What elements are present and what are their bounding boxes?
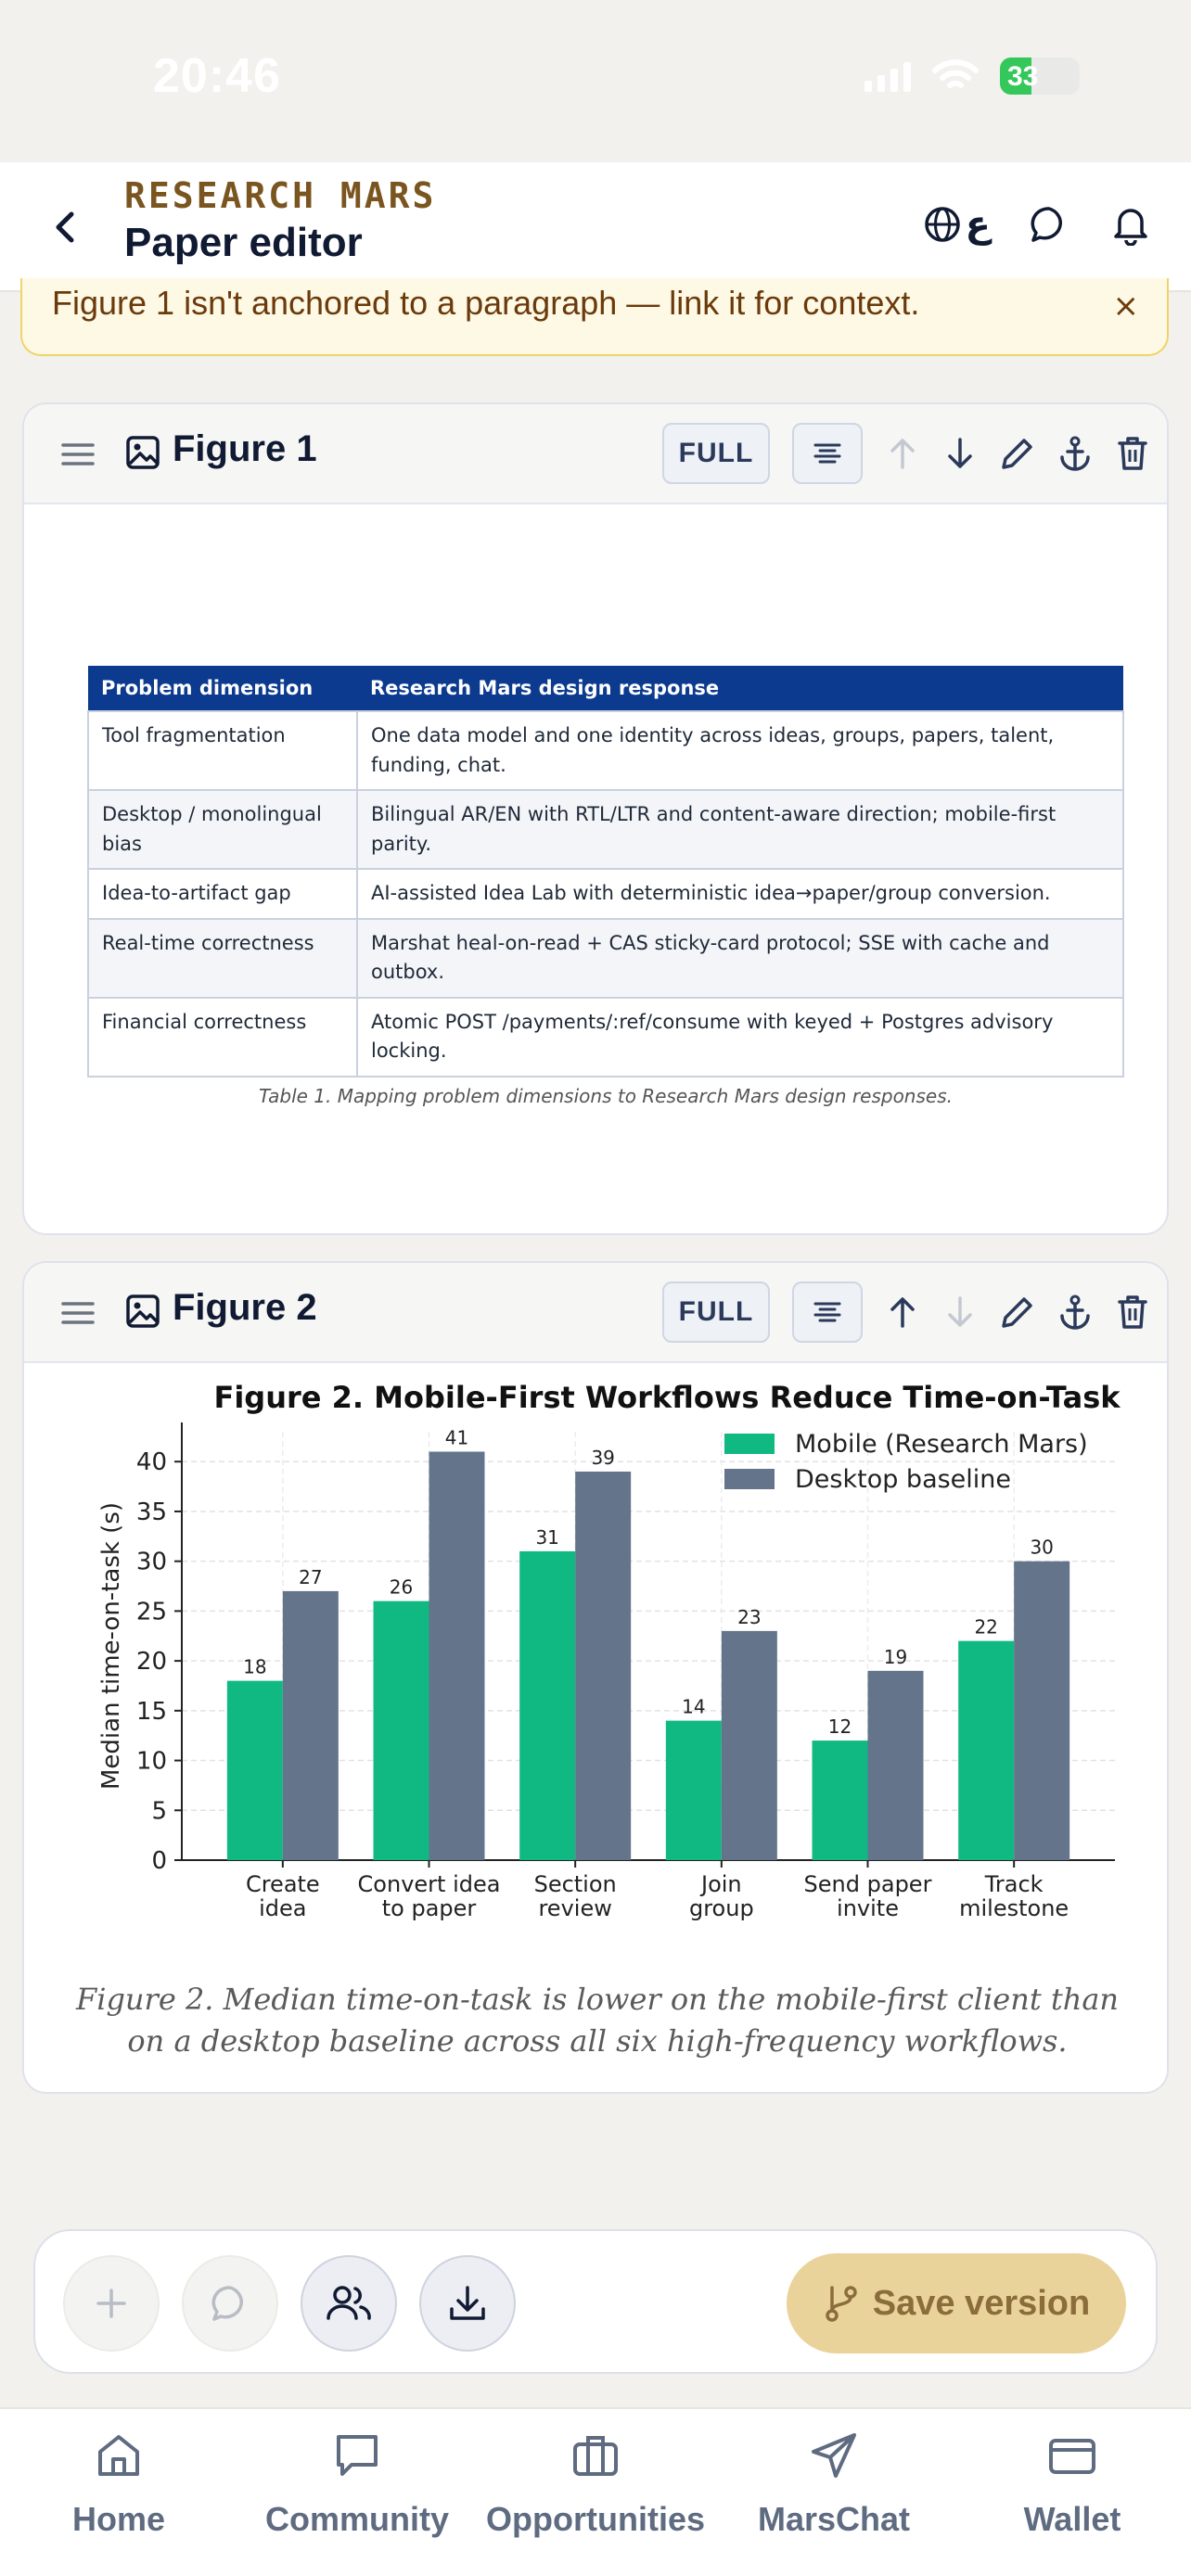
data-label: 26 [389, 1575, 414, 1599]
table-header-cell: Research Mars design response [357, 666, 1123, 711]
figure-1-table-image [87, 666, 1124, 1107]
table-cell: Tool fragmentation [88, 711, 357, 790]
figure-2-toolbar [24, 1263, 1167, 1363]
comment-button[interactable] [182, 2255, 278, 2352]
data-label: 27 [299, 1565, 323, 1588]
x-tick-label: Create [245, 1871, 320, 1897]
y-tick-label: 20 [135, 1648, 167, 1677]
collaborators-button[interactable] [301, 2255, 397, 2352]
x-tick-label: review [538, 1895, 612, 1921]
download-icon [447, 2283, 488, 2324]
drag-handle-icon[interactable] [59, 1294, 96, 1332]
message-circle-icon [1029, 204, 1069, 245]
drag-handle-icon[interactable] [59, 436, 96, 473]
figure-1-anchor-button[interactable] [1056, 434, 1095, 473]
figure-1-edit-button[interactable] [998, 434, 1037, 473]
arrow-down-icon [944, 1294, 976, 1330]
figure-1-move-down-button[interactable] [941, 434, 980, 473]
table-cell: Real-time correctness [88, 919, 357, 998]
bottom-tab-bar [0, 2407, 1191, 2576]
x-tick-label: Send paper [803, 1871, 932, 1897]
anchor-warning-banner [20, 278, 1169, 356]
send-icon [808, 2429, 860, 2481]
brand-name: RESEARCH MARS [124, 175, 437, 216]
align-center-icon [812, 440, 843, 467]
image-icon [124, 434, 161, 471]
tab-home[interactable] [0, 2409, 237, 2576]
battery-icon [1000, 57, 1080, 95]
globe-icon [923, 205, 962, 244]
tab-label: MarsChat [757, 2500, 911, 2538]
y-tick-label: 5 [151, 1797, 167, 1826]
app-header [0, 162, 1191, 292]
arrow-down-icon [944, 436, 976, 471]
table-cell: Atomic POST /payments/:ref/consume with keyed + Postgres advisory locking. [357, 998, 1123, 1077]
x-tick-label: group [688, 1895, 754, 1921]
legend-label: Mobile (Research Mars) [795, 1430, 1088, 1459]
tab-community[interactable] [238, 2409, 476, 2576]
language-glyph: ع [965, 203, 991, 246]
chevron-left-icon [51, 209, 79, 246]
y-tick-label: 40 [135, 1448, 167, 1477]
figure-1-delete-button[interactable] [1113, 434, 1152, 473]
table-cell: Marshat heal-on-read + CAS sticky-card protocol; SSE with cache and outbox. [357, 919, 1123, 998]
figure-2-delete-button[interactable] [1113, 1293, 1152, 1332]
table-cell: Idea-to-artifact gap [88, 869, 357, 919]
bell-icon [1110, 203, 1151, 246]
figure-2-edit-button[interactable] [998, 1293, 1037, 1332]
legend-label: Desktop baseline [795, 1465, 1012, 1494]
table-caption: Table 1. Mapping problem dimensions to Research Mars design responses. [259, 1084, 953, 1107]
tab-label: Home [71, 2500, 166, 2538]
wallet-icon [1046, 2429, 1098, 2481]
align-center-icon [812, 1298, 843, 1326]
figure-1-full-width-button[interactable]: FULL [662, 423, 770, 484]
table-cell: AI-assisted Idea Lab with deterministic idea→paper/group conversion. [357, 869, 1123, 919]
data-label: 31 [535, 1525, 559, 1549]
pencil-icon [1000, 436, 1035, 471]
chart-bar [227, 1681, 283, 1860]
y-tick-label: 15 [135, 1697, 167, 1726]
tab-opportunities[interactable] [477, 2409, 714, 2576]
tab-wallet[interactable] [954, 2409, 1191, 2576]
figure-2-move-down-button[interactable] [941, 1293, 980, 1332]
pencil-icon [1000, 1294, 1035, 1330]
arrow-up-icon [887, 436, 918, 471]
chat-icon [331, 2429, 383, 2481]
chart-bar [429, 1451, 485, 1860]
figure-2-align-button[interactable] [792, 1282, 863, 1343]
git-branch-icon [823, 2284, 860, 2323]
page-title: Paper editor [124, 220, 363, 265]
x-tick-label: idea [259, 1895, 307, 1921]
figure-1-title: Figure 1 [173, 428, 317, 469]
status-time: 20:46 [153, 49, 281, 103]
tab-label: Wallet [1023, 2500, 1121, 2538]
chart-bar [519, 1551, 575, 1860]
figure-2-anchor-button[interactable] [1056, 1293, 1095, 1332]
users-icon [326, 2283, 372, 2324]
y-tick-label: 10 [135, 1747, 167, 1776]
x-tick-label: Join [701, 1871, 742, 1897]
table-row [88, 869, 1123, 919]
bar-chart [43, 1376, 1152, 1970]
data-label: 41 [444, 1426, 469, 1449]
cellular-signal-icon [864, 60, 911, 92]
language-toggle[interactable] [923, 203, 991, 246]
table-cell: One data model and one identity across ideas, groups, papers, talent, funding, chat. [357, 711, 1123, 790]
plus-icon [93, 2285, 130, 2322]
data-label: 23 [737, 1605, 762, 1628]
legend-swatch [724, 1434, 775, 1454]
table-row [88, 790, 1123, 869]
table-header-cell: Problem dimension [88, 666, 357, 711]
chart-bar [283, 1591, 339, 1860]
chart-title: Figure 2. Mobile-First Workflows Reduce Time-on-Task [213, 1380, 1121, 1415]
figure-1-card [22, 402, 1169, 1235]
message-circle-icon [210, 2283, 250, 2324]
x-tick-label: Track [984, 1871, 1044, 1897]
trash-icon [1116, 1294, 1149, 1331]
download-button[interactable] [419, 2255, 516, 2352]
y-tick-label: 35 [135, 1498, 167, 1526]
x-tick-label: milestone [959, 1895, 1069, 1921]
y-tick-label: 25 [135, 1598, 167, 1626]
figure-2-move-up-button[interactable] [883, 1293, 922, 1332]
design-response-table [87, 666, 1124, 1078]
home-icon [93, 2429, 145, 2481]
chart-bar [813, 1741, 868, 1860]
chart-bar [868, 1671, 924, 1860]
figure-2-chart-image [43, 1376, 1152, 1970]
table-cell: Bilingual AR/EN with RTL/LTR and content-aware direction; mobile-first parity. [357, 790, 1123, 869]
data-label: 18 [243, 1655, 267, 1678]
figure-1-toolbar [24, 404, 1167, 504]
chart-bar [958, 1641, 1014, 1860]
anchor-icon [1057, 435, 1093, 472]
figure-2-caption: Figure 2. Median time-on-task is lower on the mobile-first client than on a desktop baseline across all six high-frequency workflows. [76, 1982, 1119, 2059]
x-tick-label: invite [837, 1895, 899, 1921]
data-label: 12 [827, 1715, 852, 1739]
banner-close-button[interactable]: × [1112, 287, 1139, 325]
save-version-label: Save version [872, 2283, 1091, 2323]
figure-2-full-width-button[interactable]: FULL [662, 1282, 770, 1343]
x-tick-label: Convert idea [357, 1871, 501, 1897]
table-cell: Financial correctness [88, 998, 357, 1077]
figure-1-align-button[interactable] [792, 423, 863, 484]
trash-icon [1116, 435, 1149, 472]
data-label: 19 [883, 1645, 908, 1668]
save-version-button[interactable] [787, 2253, 1126, 2353]
chart-bar [722, 1631, 777, 1860]
battery-level: 33 [1007, 61, 1039, 92]
x-tick-label: Section [533, 1871, 617, 1897]
data-label: 30 [1030, 1536, 1054, 1559]
notifications-button[interactable] [1108, 201, 1154, 248]
chart-bar [1014, 1562, 1069, 1860]
y-axis-label: Median time-on-task (s) [97, 1501, 125, 1791]
banner-text: Figure 1 isn't anchored to a paragraph — link it for context. [52, 284, 920, 322]
chart-bar [575, 1472, 631, 1860]
data-label: 14 [682, 1695, 706, 1718]
editor-action-bar [33, 2229, 1158, 2374]
chart-bar [666, 1721, 722, 1860]
table-cell: Desktop / monolingual bias [88, 790, 357, 869]
arrow-up-icon [887, 1294, 918, 1330]
table-row [88, 919, 1123, 998]
wifi-icon [931, 57, 980, 95]
tab-label: Opportunities [486, 2500, 705, 2538]
back-button[interactable] [39, 201, 91, 253]
data-label: 22 [974, 1615, 998, 1639]
data-label: 39 [591, 1446, 615, 1469]
legend-swatch [724, 1469, 775, 1489]
y-tick-label: 30 [135, 1548, 167, 1576]
table-row [88, 998, 1123, 1077]
y-tick-label: 0 [151, 1847, 167, 1875]
status-bar [0, 0, 1191, 162]
figure-2-card [22, 1261, 1169, 2094]
image-icon [124, 1293, 161, 1330]
table-row [88, 711, 1123, 790]
briefcase-icon [570, 2429, 621, 2481]
figure-2-title: Figure 2 [173, 1287, 317, 1328]
chat-button[interactable] [1026, 201, 1072, 248]
add-block-button[interactable] [63, 2255, 160, 2352]
x-tick-label: to paper [381, 1895, 477, 1921]
tab-label: Community [265, 2500, 449, 2538]
tab-marschat[interactable] [715, 2409, 953, 2576]
figure-1-move-up-button[interactable] [883, 434, 922, 473]
chart-bar [374, 1601, 429, 1860]
status-icons [864, 57, 1080, 95]
anchor-icon [1057, 1294, 1093, 1331]
